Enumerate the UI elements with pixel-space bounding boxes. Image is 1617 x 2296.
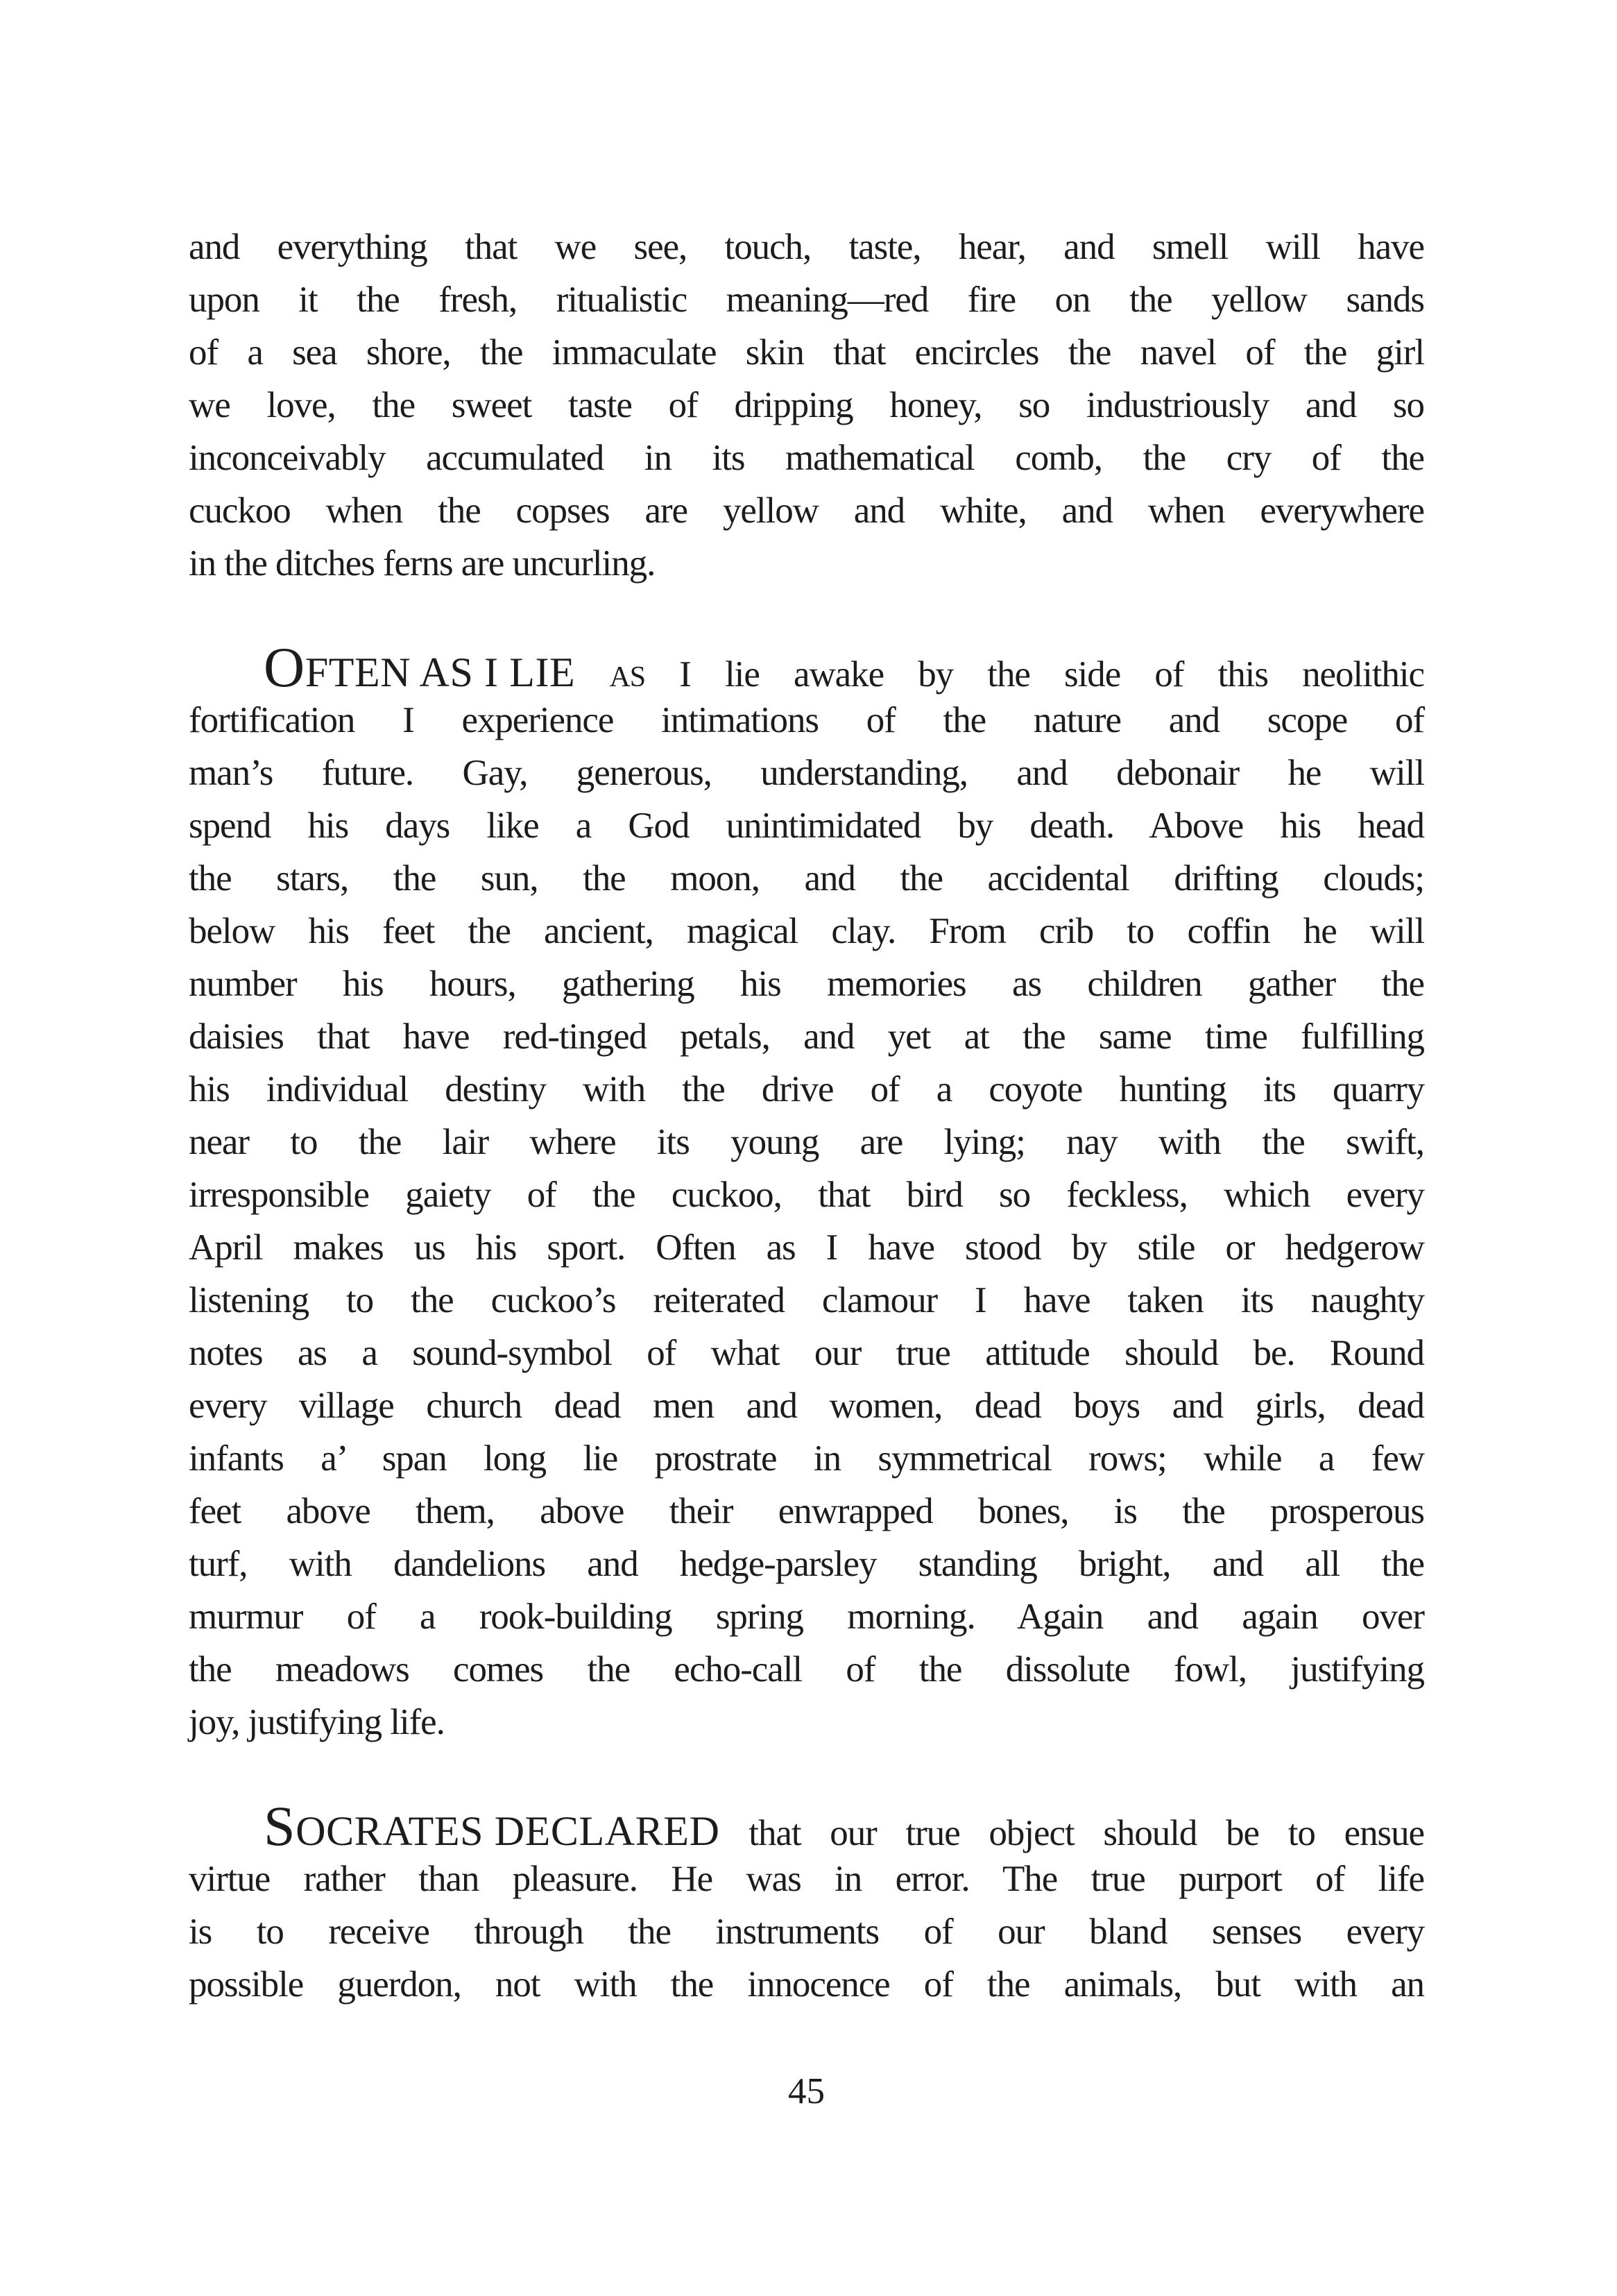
- text-line: upon it the fresh, ritualistic meaning—red fire on the yellow sands: [189, 280, 1424, 320]
- paragraph-continuation: [189, 221, 1424, 590]
- text-line: is to receive through the instruments of our bland senses every: [189, 1912, 1424, 1952]
- text-line: turf, with dandelions and hedge-parsley standing bright, and all the: [189, 1544, 1424, 1584]
- run-in-heading: OFTEN AS I LIE: [264, 636, 576, 699]
- text-line: joy, justifying life.: [189, 1702, 445, 1742]
- text-line: April makes us his sport. Often as I have stood by stile or hedgerow: [189, 1227, 1424, 1268]
- lead-line-text: that our true object should be to ensue: [748, 1813, 1424, 1853]
- text-line: feet above them, above their enwrapped bones, is the prosperous: [189, 1491, 1424, 1531]
- text-line: daisies that have red-tinged petals, and yet at the same time fulfilling: [189, 1017, 1424, 1057]
- page-number: 45: [788, 2071, 825, 2111]
- text-line: possible guerdon, not with the innocence of the animals, but with an: [189, 1964, 1424, 2005]
- paragraph-lines: [189, 694, 1424, 1749]
- text-line: the stars, the sun, the moon, and the accidental drifting clouds;: [189, 858, 1424, 899]
- text-line: in the ditches ferns are uncurling.: [189, 543, 656, 584]
- section-lead-line: [189, 636, 1424, 699]
- text-line: murmur of a rook-building spring morning. Again and again over: [189, 1597, 1424, 1637]
- text-line: his individual destiny with the drive of a coyote hunting its quarry: [189, 1069, 1424, 1109]
- page-text-block: [189, 221, 1424, 2118]
- text-line: number his hours, gathering his memories as children gather the: [189, 964, 1424, 1004]
- text-line: the meadows comes the echo-call of the dissolute fowl, justifying: [189, 1649, 1424, 1690]
- text-line: fortification I experience intimations of the nature and scope of: [189, 700, 1424, 740]
- small-caps-lead: AS: [609, 661, 646, 693]
- paragraph-lines: [189, 1853, 1424, 2011]
- text-line: every village church dead men and women, dead boys and girls, dead: [189, 1386, 1424, 1426]
- text-line: inconceivably accumulated in its mathematical comb, the cry of the: [189, 438, 1424, 478]
- text-line: we love, the sweet taste of dripping honey, so industriously and so: [189, 385, 1424, 425]
- text-line: and everything that we see, touch, taste, hear, and smell will have: [189, 227, 1424, 267]
- text-line: cuckoo when the copses are yellow and white, and when everywhere: [189, 491, 1424, 531]
- section-lead-line: [189, 1794, 1424, 1857]
- text-line: notes as a sound-symbol of what our true attitude should be. Round: [189, 1333, 1424, 1373]
- paragraph-socrates: [189, 1794, 1424, 2011]
- text-line: virtue rather than pleasure. He was in error. The true purport of life: [189, 1859, 1424, 1899]
- lead-line-text: I lie awake by the side of this neolithic: [679, 654, 1424, 695]
- paragraph-often-as-i-lie: [189, 636, 1424, 1749]
- text-line: irresponsible gaiety of the cuckoo, that bird so feckless, which every: [189, 1175, 1424, 1215]
- text-line: near to the lair where its young are lying; nay with the swift,: [189, 1122, 1424, 1162]
- text-line: below his feet the ancient, magical clay. From crib to coffin he will: [189, 911, 1424, 951]
- run-in-heading: SOCRATES DECLARED: [264, 1794, 720, 1857]
- text-line: infants a’ span long lie prostrate in symmetrical rows; while a few: [189, 1438, 1424, 1479]
- text-line: listening to the cuckoo’s reiterated clamour I have taken its naughty: [189, 1280, 1424, 1320]
- text-line: man’s future. Gay, generous, understanding, and debonair he will: [189, 753, 1424, 793]
- text-line: of a sea shore, the immaculate skin that encircles the navel of the girl: [189, 332, 1424, 373]
- text-line: spend his days like a God unintimidated by death. Above his head: [189, 806, 1424, 846]
